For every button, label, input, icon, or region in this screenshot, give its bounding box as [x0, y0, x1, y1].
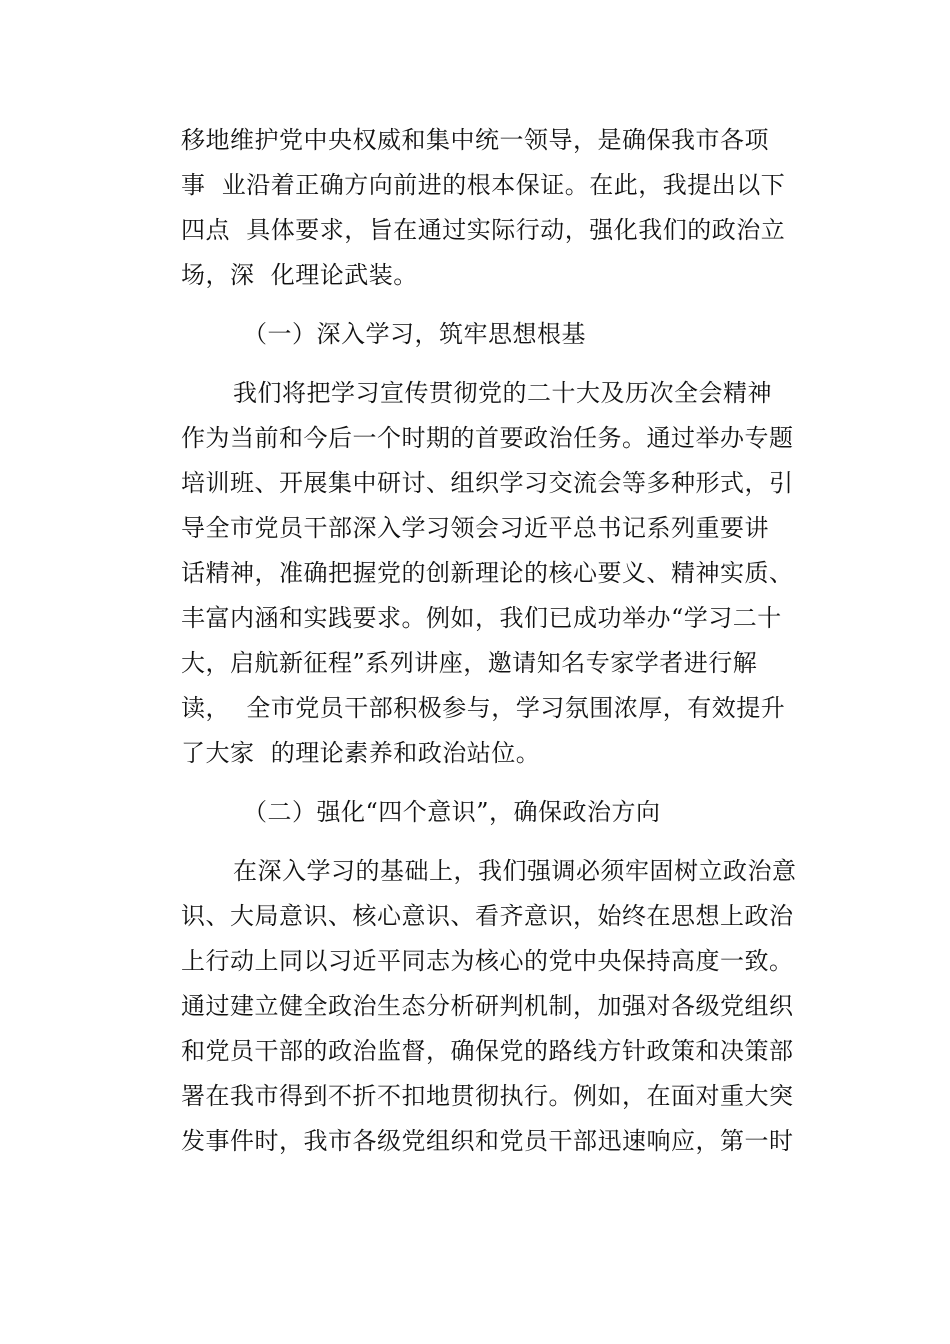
text-line: 在深入学习的基础上，我们强调必须牢固树立政治意	[233, 857, 797, 885]
text-line: 大，启航新征程”系列讲座，邀请知名专家学者进行解	[181, 649, 758, 677]
intro-paragraph	[181, 118, 805, 298]
section-one-paragraph	[181, 371, 805, 776]
text-line: 移地维护党中央权威和集中统一领导，是确保我市各项	[181, 126, 769, 154]
text-line: 场，深 化理论武装。	[181, 261, 418, 289]
text-line: 通过建立健全政治生态分析研判机制，加强对各级党组织	[181, 992, 794, 1020]
text-line: 识、大局意识、核心意识、看齐意识，始终在思想上政治	[181, 902, 794, 930]
text-line: 发事件时，我市各级党组织和党员干部迅速响应，第一时	[181, 1127, 794, 1155]
section-heading-one: （一）深入学习，筑牢思想根基	[243, 320, 586, 348]
text-line: 作为当前和今后一个时期的首要政治任务。通过举办专题	[181, 424, 794, 452]
text-line: 和党员干部的政治监督，确保党的路线方针政策和决策部	[181, 1037, 794, 1065]
text-line: 事 业沿着正确方向前进的根本保证。在此，我提出以下	[181, 171, 786, 199]
text-line: 我们将把学习宣传贯彻党的二十大及历次全会精神	[233, 379, 772, 407]
text-line: 话精神，准确把握党的创新理论的核心要义、精神实质、	[181, 559, 794, 587]
section-heading-two: （二）强化“四个意识”，确保政治方向	[243, 798, 661, 826]
text-line: 培训班、开展集中研讨、组织学习交流会等多种形式，引	[181, 469, 794, 497]
section-two-paragraph	[181, 849, 805, 1164]
text-line: 上行动上同以习近平同志为核心的党中央保持高度一致。	[181, 947, 794, 975]
text-line: 丰富内涵和实践要求。例如，我们已成功举办“学习二十	[181, 604, 782, 632]
text-line: 署在我市得到不折不扣地贯彻执行。例如，在面对重大突	[181, 1082, 794, 1110]
document-body	[181, 118, 805, 1164]
text-line: 四点 具体要求，旨在通过实际行动，强化我们的政治立	[181, 216, 786, 244]
text-line: 了大家 的理论素养和政治站位。	[181, 739, 541, 767]
text-line: 读， 全市党员干部积极参与，学习氛围浓厚，有效提升	[181, 694, 786, 722]
text-line: 导全市党员干部深入学习领会习近平总书记系列重要讲	[181, 514, 769, 542]
